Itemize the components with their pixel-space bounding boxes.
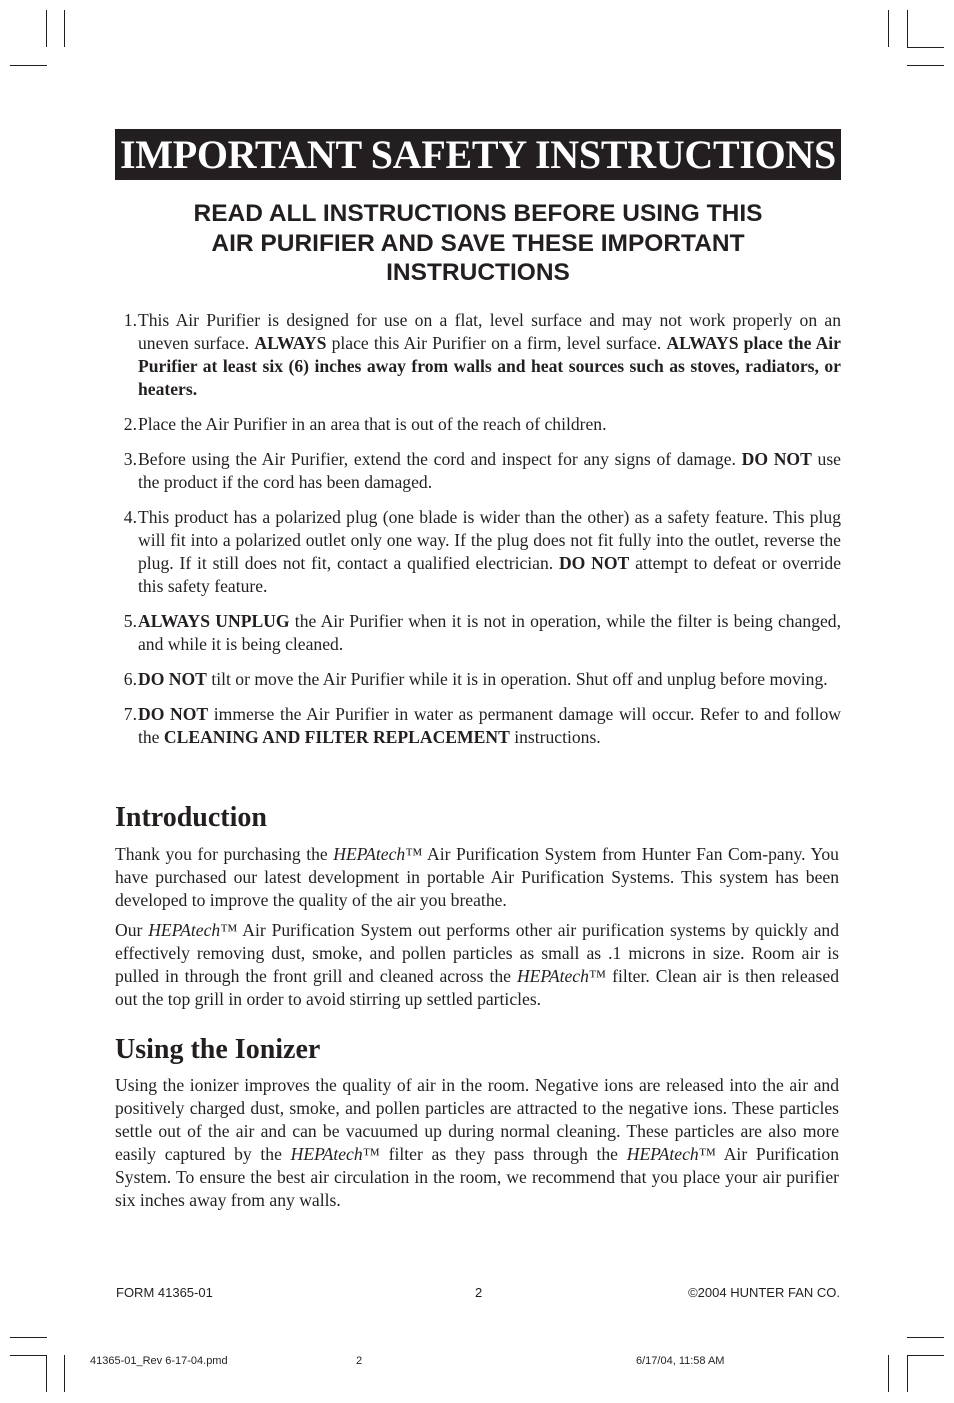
- introduction-paragraph: [115, 919, 839, 1011]
- italic-text: HEPAtech: [148, 920, 221, 940]
- text-run: attempt to defeat or override this safety feature.: [138, 553, 842, 596]
- text-run: place this Air Purifier on a firm, level surface.: [326, 333, 667, 353]
- text-run: ™ Air Purification System. To ensure the best air circulation in the room, we recommend that you place your air purifier six inches away from any walls.: [115, 1144, 839, 1210]
- subheading-line: INSTRUCTIONS: [386, 259, 570, 286]
- crop-mark: [888, 10, 889, 47]
- crop-mark: [10, 1355, 47, 1356]
- text-run: tilt or move the Air Purifier while it is in operation. Shut off and unplug before moving.: [206, 669, 828, 689]
- text-run: use the product if the cord has been damaged.: [138, 449, 841, 492]
- crop-mark: [907, 65, 944, 66]
- italic-text: HEPAtech: [626, 1144, 699, 1164]
- text-run: immerse the Air Purifier in water as permanent damage will occur. Refer to and follow the: [138, 704, 841, 747]
- text-run: This product has a polarized plug (one blade is wider than the other) as a safety feature. This plug will fit into a polarized outlet only one way. If the plug does not fit fully into the outlet, reverse the plug. If it still does not fit, contact a qualified electrician.: [138, 507, 841, 573]
- list-item-text: [137, 309, 841, 401]
- bold-text: ALWAYS place the Air Purifier at least six (6) inches away from walls and heat sources such as stoves, radiators, or heaters.: [138, 333, 841, 399]
- crop-mark: [907, 1337, 944, 1338]
- text-run: Place the Air Purifier in an area that is out of the reach of children.: [138, 414, 607, 434]
- italic-text: HEPAtech: [290, 1144, 363, 1164]
- list-item: [115, 309, 841, 401]
- list-item: [115, 668, 841, 691]
- slug-filename: 41365-01_Rev 6-17-04.pmd: [90, 1355, 228, 1367]
- crop-mark: [46, 10, 47, 47]
- list-item-number: 1.: [123, 310, 137, 330]
- slug-page: 2: [356, 1355, 363, 1367]
- bold-text: ALWAYS UNPLUG: [138, 611, 290, 631]
- text-run: ™ Air Purification System from Hunter Fan Com-pany. You have purchased our latest development in portable Air Purification Systems. This system has been developed to improve the quality of the air you breathe.: [115, 844, 839, 910]
- crop-mark: [907, 10, 908, 47]
- list-item-text: [137, 413, 841, 436]
- ionizer-paragraph: [115, 1074, 839, 1212]
- text-run: ™ Air Purification System out performs other air purification systems by quickly and effectively removing dust, smoke, and pollen particles as small as .1 microns in size. Room air is pulled in through the front grill and cleaned across the: [115, 920, 840, 986]
- list-item-number: 3.: [123, 449, 137, 469]
- text-run: Our: [115, 920, 149, 940]
- crop-mark: [10, 1337, 47, 1338]
- list-item: [115, 506, 841, 598]
- bold-text: DO NOT: [558, 553, 630, 573]
- page-number: 2: [475, 1285, 483, 1300]
- text-run: This Air Purifier is designed for use on a flat, level surface and may not work properly on an uneven surface.: [138, 310, 841, 353]
- text-run: Using the ionizer improves the quality of air in the room. Negative ions are released into the air and positively charged dust, smoke, and pollen particles are attracted to the negative ions. These particles settle out of the air and can be vacuumed up during normal cleaning. These particles are also more easily captured by the: [115, 1075, 839, 1164]
- introduction-paragraph: [115, 843, 839, 912]
- bold-text: DO NOT: [138, 669, 207, 689]
- list-item-number: 6.: [123, 669, 137, 689]
- crop-mark: [907, 1355, 908, 1392]
- bold-text: DO NOT: [741, 449, 812, 469]
- ionizer-heading: Using the Ionizer: [115, 1034, 321, 1065]
- crop-mark: [10, 65, 47, 66]
- text-run: the Air Purifier when it is not in operation, while the filter is being changed, and while it is being cleaned.: [138, 611, 842, 654]
- text-run: Before using the Air Purifier, extend the cord and inspect for any signs of damage.: [138, 449, 742, 469]
- text-run: ™ filter. Clean air is then released out the top grill in order to avoid stirring up settled particles.: [115, 966, 839, 1009]
- form-number: FORM 41365-01: [116, 1285, 213, 1300]
- crop-mark: [907, 47, 944, 48]
- italic-text: HEPAtech: [333, 844, 406, 864]
- bold-text: ALWAYS: [254, 333, 327, 353]
- crop-mark: [64, 1355, 65, 1392]
- crop-mark: [888, 1355, 889, 1392]
- bold-text: DO NOT: [138, 704, 209, 724]
- list-item-number: 2.: [123, 414, 137, 434]
- introduction-heading: Introduction: [115, 802, 267, 833]
- crop-mark: [46, 1355, 47, 1392]
- list-item-text: [137, 610, 841, 656]
- list-item-text: [137, 703, 841, 749]
- subheading-line: AIR PURIFIER AND SAVE THESE IMPORTANT: [211, 229, 745, 257]
- list-item: [115, 703, 841, 749]
- subheading-line: READ ALL INSTRUCTIONS BEFORE USING THIS: [193, 200, 763, 227]
- crop-mark: [64, 10, 65, 47]
- crop-mark: [907, 1355, 944, 1356]
- italic-text: HEPAtech: [516, 966, 589, 986]
- list-item-number: 4.: [123, 507, 137, 527]
- bold-text: CLEANING AND FILTER REPLACEMENT: [163, 727, 510, 747]
- list-item-text: [137, 506, 841, 598]
- page-title: IMPORTANT SAFETY INSTRUCTIONS: [115, 129, 841, 180]
- slug-date: 6/17/04, 11:58 AM: [636, 1355, 725, 1367]
- list-item: [115, 448, 841, 494]
- list-item: [115, 610, 841, 656]
- list-item: [115, 413, 841, 436]
- text-run: Thank you for purchasing the: [115, 844, 334, 864]
- safety-instructions-list: [115, 309, 841, 761]
- list-item-text: [137, 668, 841, 691]
- list-item-number: 5.: [123, 611, 137, 631]
- list-item-text: [137, 448, 841, 494]
- copyright: ©2004 HUNTER FAN CO.: [688, 1285, 840, 1300]
- text-run: ™ filter as they pass through the: [362, 1144, 627, 1164]
- list-item-number: 7.: [123, 704, 137, 724]
- subheading: [115, 199, 841, 288]
- text-run: instructions.: [509, 727, 601, 747]
